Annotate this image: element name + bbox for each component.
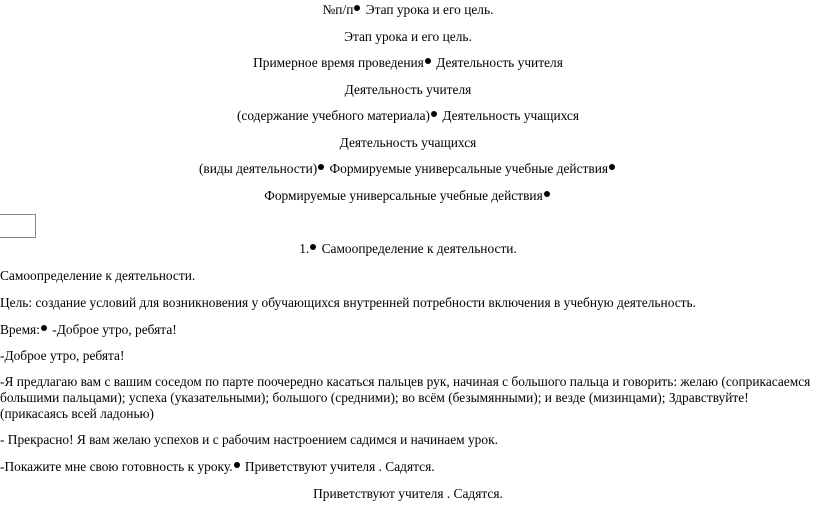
text-stage: Этап урока и его цель. <box>362 2 494 17</box>
bullet-icon <box>41 325 47 331</box>
line-student-activity: Деятельность учащихся <box>339 135 477 150</box>
text-uud: Формируемые универсальные учебные действия <box>264 188 543 203</box>
text-number: №п/п <box>322 2 354 17</box>
line-greeting: -Доброе утро, ребята! <box>0 348 125 363</box>
line-number-and-stage <box>0 2 816 18</box>
text-greet-teacher: Приветствуют учителя . Садятся. <box>241 459 435 474</box>
bullet-icon <box>318 164 324 170</box>
text-section-title: Самоопределение к деятельности. <box>318 241 517 256</box>
line-teacher-activity: Деятельность учителя <box>344 82 472 97</box>
line-section-one <box>0 241 816 257</box>
text-teacher-activity: Деятельность учителя <box>432 55 563 70</box>
line-material-content <box>0 108 816 124</box>
line-self-determination: Самоопределение к деятельности. <box>0 268 196 283</box>
line-goal: Цель: создание условий для возникновения у обучающихся внутренней потребности включения в учебную деятельность. <box>0 295 696 310</box>
bullet-icon <box>234 462 240 468</box>
bullet-icon <box>431 111 437 117</box>
line-activity-types <box>0 161 816 177</box>
line-approx-time <box>0 55 816 71</box>
bullet-icon <box>310 244 316 250</box>
text-greeting: -Доброе утро, ребята! <box>48 322 177 337</box>
line-time <box>0 322 177 338</box>
paragraph-finger-exercise: -Я предлагаю вам с вашим соседом по парте поочередно касаться пальцев рук, начиная с большого пальца и говорить: желаю (соприкасаемся большими пальцами); успеха (указательными); большого (средними); во всём (безымянными); и везде (мизинцами); Здравствуйте! (прикасаясь всей ладонью) <box>0 374 811 421</box>
line-wish-success: - Прекрасно! Я вам желаю успехов и с рабочим настроением садимся и начинаем урок. <box>0 432 498 447</box>
text-student-activity: Деятельность учащихся <box>438 108 580 123</box>
line-uud <box>0 188 816 204</box>
text-uud: Формируемые универсальные учебные действия <box>326 161 609 176</box>
line-show-readiness <box>0 459 435 475</box>
bullet-icon <box>425 58 431 64</box>
text-material-content: (содержание учебного материала) <box>236 108 430 123</box>
bullet-icon <box>354 5 360 11</box>
line-greet-teacher: Приветствуют учителя . Садятся. <box>313 486 503 501</box>
text-approx-time: Примерное время проведения <box>253 55 424 70</box>
text-activity-types: (виды деятельности) <box>198 161 318 176</box>
text-show-readiness: -Покажите мне свою готовность к уроку. <box>0 459 233 474</box>
line-stage: Этап урока и его цель. <box>344 29 472 44</box>
text-section-number: 1. <box>299 241 310 256</box>
text-time-label: Время: <box>0 322 40 337</box>
table-cell-box <box>0 214 36 238</box>
bullet-icon <box>609 164 615 170</box>
bullet-icon <box>544 191 550 197</box>
